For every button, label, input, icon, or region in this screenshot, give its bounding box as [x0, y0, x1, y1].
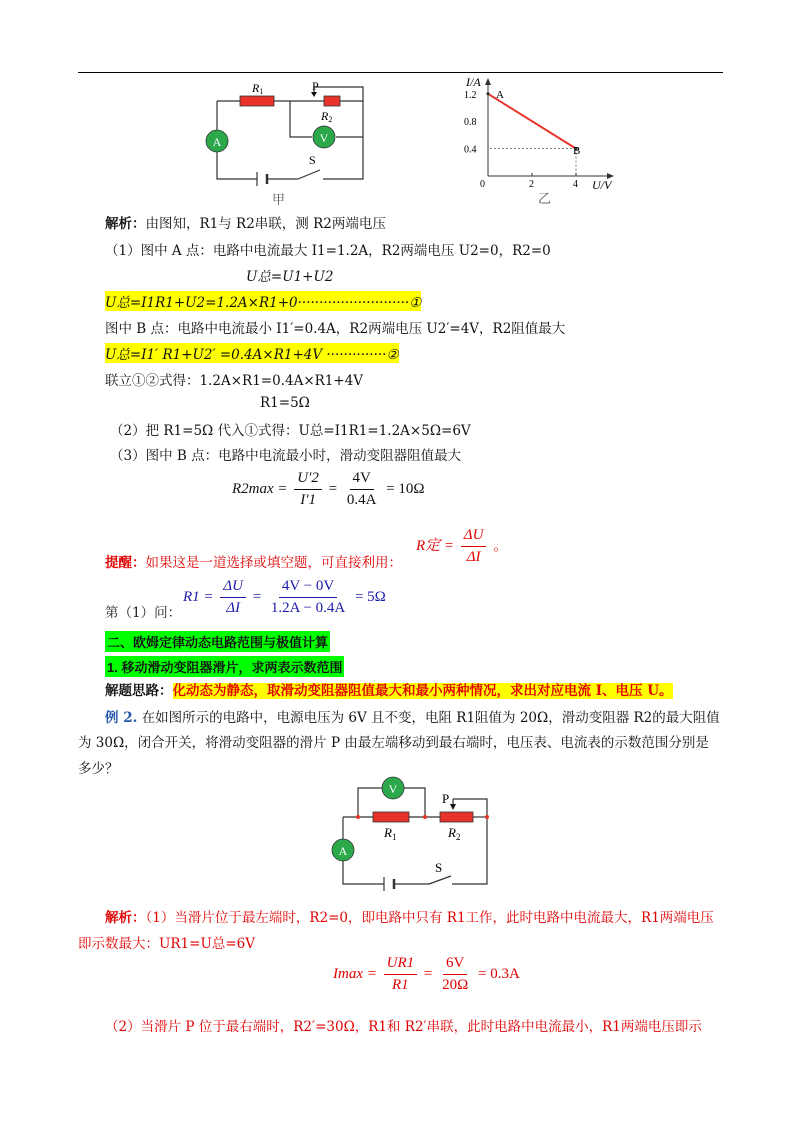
analysis1-step1: （1）图中 A 点：电路中电流最大 I1=1.2A，R2两端电压 U2=0，R2=0: [105, 243, 551, 259]
r1-ex2-label: $R_1$: [384, 825, 397, 842]
tip-formula-num: ΔU: [461, 527, 487, 547]
analysis1-step2: （2）把 R1=5Ω 代入①式得：U总=I1R1=1.2A×5Ω=6V: [110, 423, 471, 439]
voltmeter-label: V: [319, 131, 329, 145]
resistor-r2-ex2: [440, 812, 473, 822]
r2max-formula: R2max = $\frac{U'2}{I'1}$ = $\frac{4V}{0.4A}$ = 10Ω: [232, 470, 425, 508]
analysis2-line3: （2）当滑片 P 位于最右端时，R2′=30Ω，R1和 R2′串联，此时电路中电流最小，R1两端电压即示: [105, 1019, 702, 1035]
caption-yi: 乙: [538, 191, 552, 206]
ammeter-ex2-label: A: [338, 844, 348, 858]
tip-line: [105, 551, 402, 571]
r2max-lhs: R2max =: [232, 480, 288, 497]
r2max-result: = 10Ω: [386, 480, 425, 497]
r2-ex2-label: $R_2$: [448, 825, 461, 842]
circuit-diagram-1: [200, 78, 390, 208]
analysis1-eq1: U总=I1R1+U2=1.2A×R1+0··························①: [105, 291, 421, 311]
analysis1-pointb: 图中 B 点：电路中电流最小 I1′=0.4A，R2两端电压 U2′=4V，R2阻值最大: [105, 321, 566, 337]
analysis2-text1: （1）当滑片位于最左端时，R2=0，即电路中只有 R1工作，此时电路中电流最大，R1两端电压: [145, 910, 714, 926]
y-tick-label: 0.8: [464, 117, 477, 129]
analysis1-intro-line: [105, 212, 386, 232]
example2-line1: [105, 706, 720, 726]
tip-formula-lhs: R定 =: [416, 537, 455, 554]
circuit-diagram-2: [325, 770, 505, 895]
question1-label: 第（1）问：: [105, 605, 182, 621]
r2max-den: I′1: [300, 492, 316, 508]
analysis2-line2: 即示数最大：UR1=U总=6V: [78, 936, 255, 952]
imax-den2: 20Ω: [442, 977, 469, 993]
x-tick-label: 2: [529, 179, 534, 190]
analysis1-eq-total: U总=U1+U2: [246, 269, 334, 285]
point-a: [486, 92, 489, 95]
origin-label: 0: [480, 179, 485, 190]
section2-subheading: 1. 移动滑动变阻器滑片，求两表示数范围: [105, 656, 344, 677]
series-line: [488, 94, 576, 149]
point-a-label: A: [496, 89, 504, 101]
r1-label: R1: [252, 81, 264, 96]
analysis1-eq2: U总=I1′ R1+U2′ =0.4A×R1+4V ··············②: [105, 343, 399, 363]
r1-formula-result: = 5Ω: [354, 588, 386, 605]
p-ex2-label: P: [442, 791, 450, 806]
idea-label: 解题思路：: [105, 683, 173, 699]
example2-line2: 为 30Ω，闭合开关，将滑动变阻器的滑片 P 由最左端移动到最右端时，电压表、电流表的示数范围分别是: [78, 735, 709, 751]
section2-heading: 二、欧姆定律动态电路范围与极值计算: [105, 631, 330, 652]
idea-text: 化动态为静态，取滑动变阻器阻值最大和最小两种情况，求出对应电流 I、电压 U。: [172, 683, 673, 699]
p-label: P: [312, 79, 319, 93]
imax-num: UR1: [384, 955, 418, 975]
x-tick-label: 4: [573, 179, 578, 190]
resistor-r1: [240, 96, 274, 106]
analysis2-line1: [105, 906, 714, 926]
resistor-r2: [324, 96, 340, 106]
analysis1-r1-result: R1=5Ω: [260, 395, 310, 411]
r2max-num2: 4V: [350, 470, 374, 490]
imax-num2: 6V: [443, 955, 467, 975]
imax-result: = 0.3A: [477, 965, 520, 982]
r1-formula: R1 = $\frac{\Delta U}{\Delta I}$ = $\frac{4V - 0V}{1.2A - 0.4A}$ = 5Ω: [183, 578, 386, 616]
idea-line: [105, 679, 673, 699]
r1-formula-num: ΔU: [220, 578, 246, 598]
switch-label: S: [309, 153, 316, 167]
resistor-r1-ex2: [373, 812, 409, 822]
switch-ex2-label: S: [435, 860, 443, 875]
tip-text: 如果这是一道选择或填空题，可直接利用：: [145, 555, 402, 571]
imax-lhs: Imax =: [333, 965, 377, 982]
y-axis-label: I/A: [466, 75, 481, 89]
r1-formula-lhs: R1 =: [183, 588, 214, 605]
tip-formula-den: ΔI: [466, 549, 481, 565]
r1-formula-den: ΔI: [226, 600, 241, 616]
imax-formula: Imax = $\frac{UR1}{R1}$ = $\frac{6V}{20\Omega}$ = 0.3A: [333, 955, 520, 993]
y-tick-label: 1.2: [464, 89, 477, 101]
r2max-num: U′2: [294, 470, 322, 490]
iu-graph: [460, 72, 630, 207]
ammeter-label: A: [212, 135, 222, 149]
example2-line3: 多少？: [78, 761, 119, 777]
r2-label: R2: [321, 109, 333, 124]
tip-formula: [416, 527, 508, 566]
analysis1-step3: （3）图中 B 点：电路中电流最小时，滑动变阻器阻值最大: [110, 448, 462, 464]
r1-formula-den2: 1.2A − 0.4A: [270, 600, 346, 616]
tip-label: 提醒：: [105, 555, 146, 571]
r1-formula-num2: 4V − 0V: [279, 578, 337, 598]
example2-label: 例 2.: [105, 710, 138, 726]
caption-jia: 甲: [272, 192, 286, 207]
voltmeter-ex2-label: V: [388, 782, 398, 796]
y-tick-label: 0.4: [464, 144, 477, 156]
analysis2-label: 解析：: [105, 910, 146, 926]
example2-text1: 在如图所示的电路中，电源电压为 6V 且不变，电阻 R1阻值为 20Ω，滑动变阻器 R2的最大阻值: [137, 710, 720, 726]
analysis1-intro: 由图知，R1与 R2串联，测 R2两端电压: [145, 216, 386, 232]
x-axis-label: U/V: [592, 178, 612, 192]
analysis1-combine: 联立①②式得：1.2A×R1=0.4A×R1+4V: [105, 373, 364, 389]
r2max-den2: 0.4A: [346, 492, 377, 508]
tip-end: 。: [493, 537, 509, 554]
imax-den: R1: [392, 977, 409, 993]
point-b-label: B: [573, 145, 581, 157]
analysis1-label: 解析：: [105, 216, 146, 232]
